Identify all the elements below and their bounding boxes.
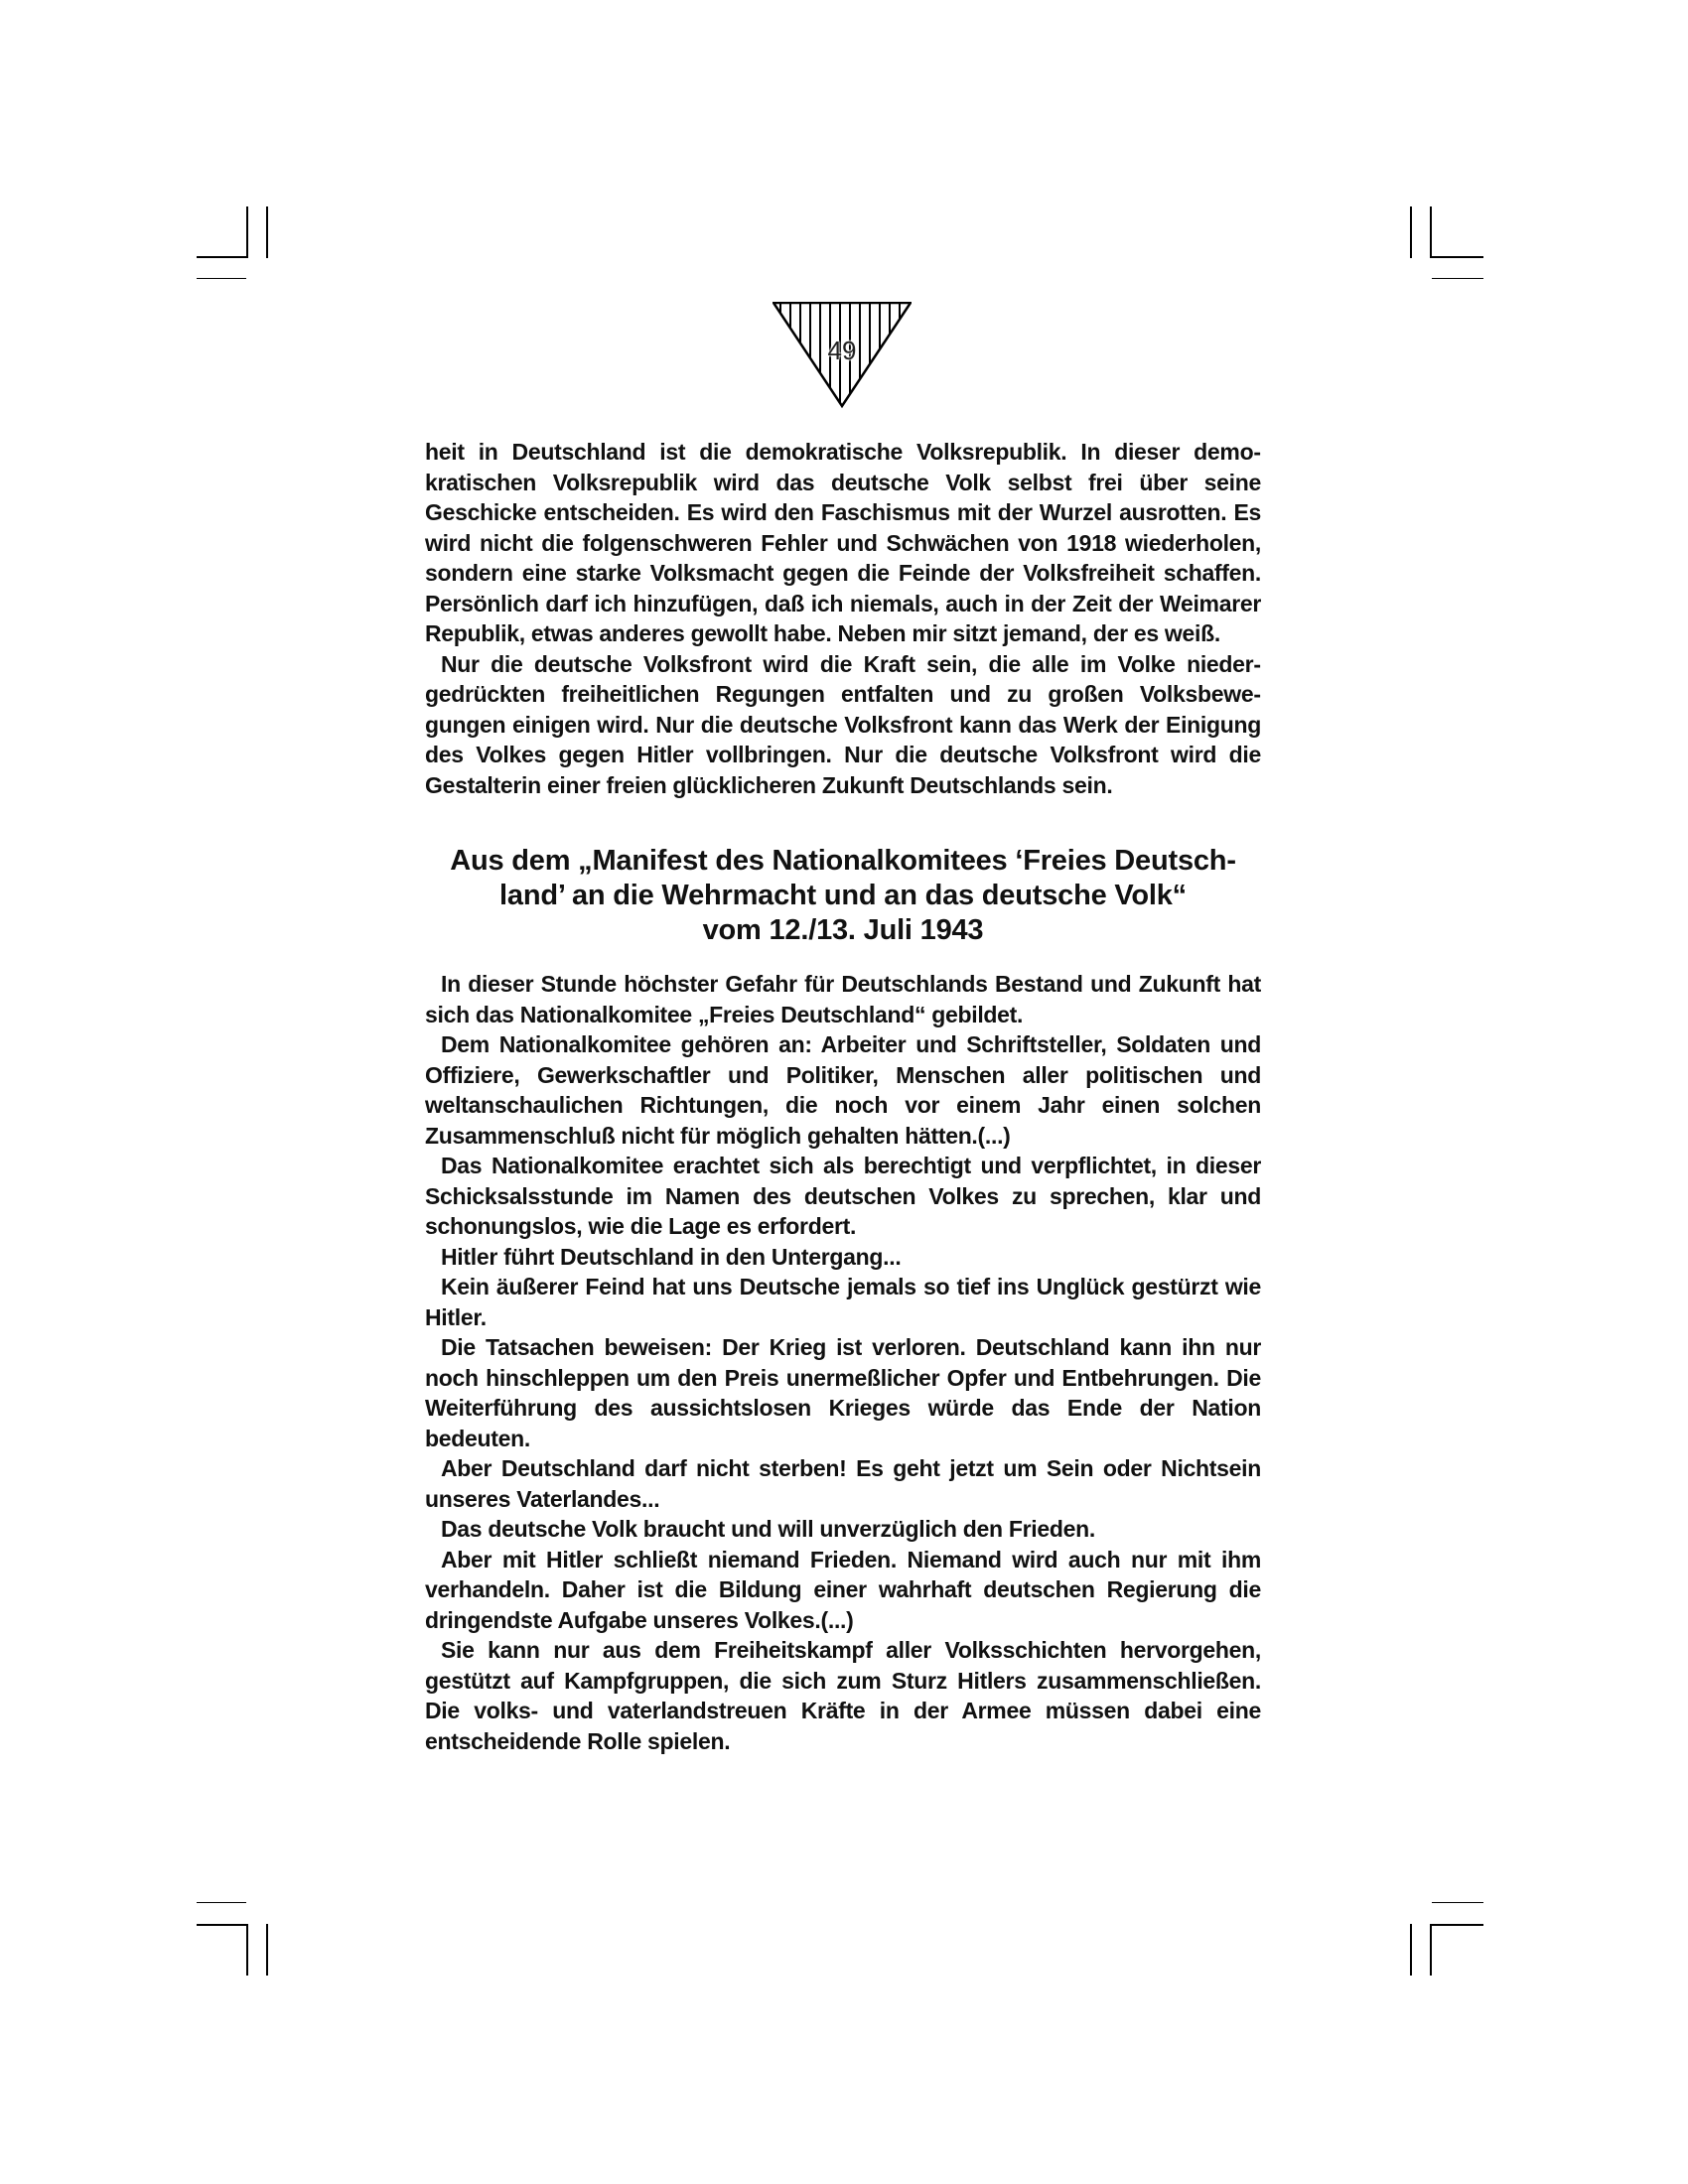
crop-mark-bottom-right-vertical-outer [1410, 1924, 1412, 1976]
page-number-triangle [773, 302, 912, 411]
page-number: 49 [827, 336, 857, 365]
paragraph: Dem Nationalkomitee gehören an: Arbeiter und Schriftsteller, Soldaten und Offiziere, Gewerkschaftler und Politiker, Menschen aller politischen und weltanschaulichen Richtungen, die noch vor einem Jahr einen solchen Zusammenschluß nicht für möglich gehalten hätten.(...) [425, 1031, 1261, 1149]
crop-mark-bottom-right-horizontal-upper [1432, 1902, 1483, 1903]
paragraph: Das deutsche Volk braucht und will unverzüglich den Frieden. [441, 1516, 1095, 1542]
crop-mark-bottom-right-vertical-inner [1430, 1924, 1432, 1976]
paragraph: Kein äußerer Feind hat uns Deutsche jemals so tief ins Unglück gestürzt wie Hitler. [425, 1274, 1261, 1330]
crop-mark-top-left-vertical-outer [246, 206, 248, 258]
crop-mark-top-left-vertical-inner [266, 206, 268, 258]
crop-mark-bottom-left-vertical-outer [246, 1924, 248, 1976]
paragraph: heit in Deutschland ist die demokratische Volksrepublik. In dieser demokratischen Volksrepublik wird das deutsche Volk selbst frei über seine Geschicke entscheiden. Es wird den Faschismus mit der Wurzel ausrotten. Es wird nicht die folgenschweren Fehler und Schwächen von 1918 wiederholen, sondern eine starke Volksmacht gegen die Feinde der Volksfreiheit schaffen. Persönlich darf ich hinzufügen, daß ich niemals, auch in der Zeit der Weimarer Republik, etwas anderes gewollt habe. Neben mir sitzt jemand, der es weiß. [425, 439, 1261, 646]
continued-text [425, 437, 1261, 800]
heading-line: vom 12./13. Juli 1943 [702, 914, 984, 946]
crop-mark-bottom-left-horizontal-upper [197, 1902, 246, 1903]
heading-line: Aus dem „Manifest des Nationalkomitees ‘Freies Deutsch- [450, 845, 1236, 877]
paragraph: Die Tatsachen beweisen: Der Krieg ist verloren. Deutschland kann ihn nur noch hinschleppen um den Preis unermeßlicher Opfer und Entbehrungen. Die Weiterführung des aussichtslosen Krieges würde das Ende der Nation bedeuten. [425, 1334, 1261, 1451]
paragraph: Das Nationalkomitee erachtet sich als berechtigt und verpflichtet, in dieser Schicksalsstunde im Namen des deutschen Volkes zu sprechen, klar und schonungslos, wie die Lage es erfordert. [425, 1153, 1261, 1239]
crop-mark-top-right-horizontal-lower [1432, 278, 1483, 279]
manifest-text [425, 969, 1261, 1756]
crop-mark-bottom-left-vertical-inner [266, 1924, 268, 1976]
paragraph: Aber mit Hitler schließt niemand Frieden. Niemand wird auch nur mit ihm verhandeln. Daher ist die Bildung einer wahrhaft deutschen Regierung die dringendste Aufgabe unseres Volkes.(...) [425, 1546, 1261, 1633]
crop-mark-top-left-horizontal-lower [197, 278, 246, 279]
crop-mark-bottom-right-horizontal [1432, 1924, 1483, 1926]
paragraph: Aber Deutschland darf nicht sterben! Es geht jetzt um Sein oder Nichtsein unseres Vaterlandes... [425, 1455, 1261, 1512]
heading-line: land’ an die Wehrmacht und an das deutsche Volk“ [499, 880, 1187, 911]
paragraph: Sie kann nur aus dem Freiheitskampf aller Volksschichten hervorgehen, gestützt auf Kampfgruppen, die sich zum Sturz Hitlers zusammenschließen. Die volks- und vaterlandstreuen Kräfte in der Armee müssen dabei eine entscheidende Rolle spielen. [425, 1637, 1261, 1754]
section-heading [425, 844, 1261, 948]
paragraph: In dieser Stunde höchster Gefahr für Deutschlands Bestand und Zukunft hat sich das Nationalkomitee „Freies Deutschland“ gebildet. [425, 971, 1261, 1027]
crop-mark-top-left-horizontal [197, 256, 246, 258]
paragraph: Nur die deutsche Volksfront wird die Kraft sein, die alle im Volke niedergedrückten freiheitlichen Regungen entfalten und zu großen Volksbewegungen einigen wird. Nur die deutsche Volksfront kann das Werk der Einigung des Volkes gegen Hitler vollbringen. Nur die deutsche Volksfront wird die Gestalterin einer freien glücklicheren Zukunft Deutschlands sein. [425, 650, 1261, 798]
crop-mark-top-right-horizontal [1432, 256, 1483, 258]
crop-mark-top-right-vertical-inner [1430, 206, 1432, 258]
crop-mark-bottom-left-horizontal [197, 1924, 246, 1926]
crop-mark-top-right-vertical-outer [1410, 206, 1412, 258]
paragraph: Hitler führt Deutschland in den Untergang... [441, 1243, 902, 1270]
